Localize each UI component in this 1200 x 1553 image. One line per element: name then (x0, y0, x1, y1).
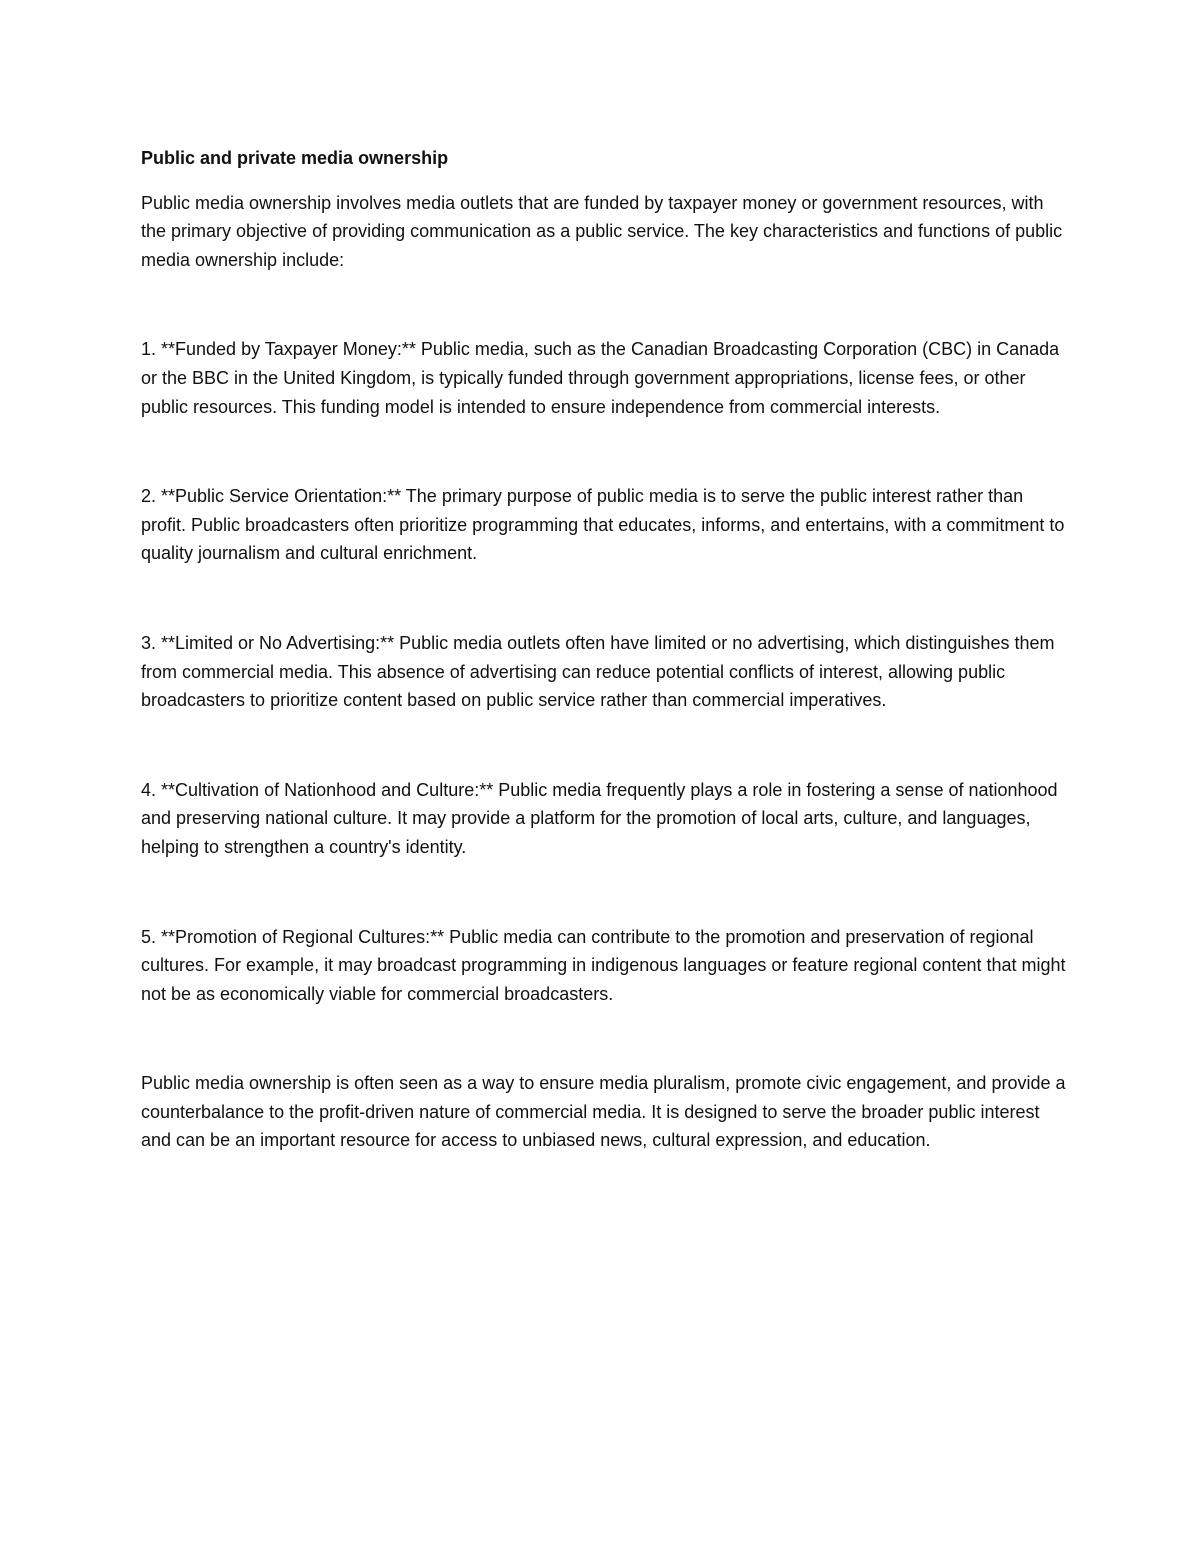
document-body (141, 144, 1071, 1216)
document-title: Public and private media ownership (141, 148, 449, 168)
list-item-cultivation-of-nationhood: 4. **Cultivation of Nationhood and Culture:** Public media frequently plays a role in fostering a sense of nationhood and preserving national culture. It may provide a platform for the promotion of local arts, culture, and languages, helping to strengthen a country's identity. (141, 779, 1058, 857)
list-item-public-service-orientation: 2. **Public Service Orientation:** The primary purpose of public media is to serve the public interest rather than profit. Public broadcasters often prioritize programming that educates, informs, and entertains, with a commitment to quality journalism and cultural enrichment. (141, 486, 1065, 564)
conclusion-paragraph: Public media ownership is often seen as a way to ensure media pluralism, promote civic engagement, and provide a counterbalance to the profit-driven nature of commercial media. It is designed to serve the broader public interest and can be an important resource for access to unbiased news, cultural expression, and education. (141, 1073, 1066, 1151)
list-item-limited-advertising: 3. **Limited or No Advertising:** Public media outlets often have limited or no advertising, which distinguishes them from commercial media. This absence of advertising can reduce potential conflicts of interest, allowing public broadcasters to prioritize content based on public service rather than commercial imperatives. (141, 632, 1055, 711)
list-item-funded-by-taxpayer-money: 1. **Funded by Taxpayer Money:** Public media, such as the Canadian Broadcasting Corporation (CBC) in Canada or the BBC in the United Kingdom, is typically funded through government appropriations, license fees, or other public resources. This funding model is intended to ensure independence from commercial interests. (141, 339, 1060, 417)
list-item-promotion-of-regional-cultures: 5. **Promotion of Regional Cultures:** Public media can contribute to the promotion and preservation of regional cultures. For example, it may broadcast programming in indigenous languages or feature regional content that might not be as economically viable for commercial broadcasters. (141, 926, 1066, 1004)
intro-paragraph: Public media ownership involves media outlets that are funded by taxpayer money or government resources, with the primary objective of providing communication as a public service. The key characteristics and functions of public media ownership include: (141, 192, 1063, 270)
